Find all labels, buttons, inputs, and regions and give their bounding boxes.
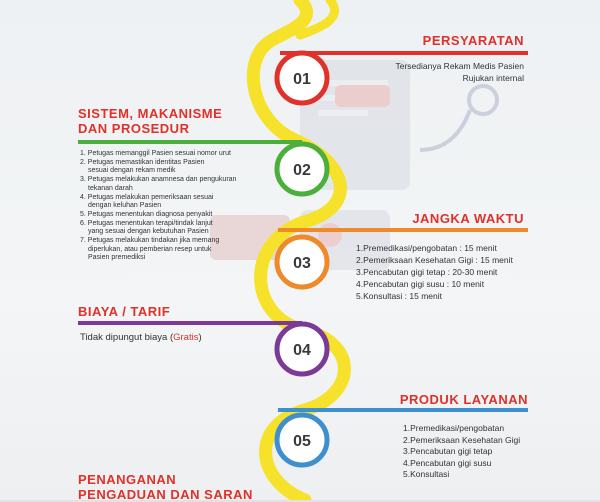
- step-circle-05: [277, 415, 327, 465]
- list-item: 3.Pencabutan gigi tetap: [403, 446, 493, 456]
- list-item: 4.Pencabutan gigi susu: [403, 457, 492, 468]
- list-item: 5.Konsultasi : 15 menit: [356, 291, 442, 301]
- svg-text:05: 05: [293, 433, 311, 450]
- list-item: 2.Pemeriksaan Kesehatan Gigi : 15 menit: [356, 255, 513, 265]
- step-circle-03: [277, 237, 327, 287]
- title-line: PENGADUAN DAN SARAN: [78, 487, 253, 502]
- step-01-list: [395, 60, 524, 84]
- step-03-list: [356, 242, 513, 302]
- list-item: Pasien premediksi: [88, 254, 146, 262]
- list-item: Rujukan internal: [462, 73, 524, 83]
- list-item: 1.Premedikasi/pengobatan : 15 menit: [356, 243, 497, 253]
- step-01-title: PERSYARATAN: [422, 33, 524, 48]
- list-item: 4.Pencabutan gigi susu : 10 menit: [356, 279, 485, 289]
- list-item: diperlukan, atau pemberian resep untuk: [88, 245, 212, 253]
- list-item: 5. Petugas menentukan diagnosa penyakit: [80, 210, 213, 218]
- title-line: PENANGANAN: [78, 472, 177, 487]
- list-item: dengan keluhan Pasien: [88, 202, 162, 210]
- gratis-text: Gratis: [173, 332, 199, 343]
- step-circle-01: [277, 53, 327, 103]
- step-04-title: BIAYA / TARIF: [78, 304, 171, 319]
- svg-text:01: 01: [293, 71, 311, 88]
- step-06-title: [78, 472, 253, 502]
- list-item: tekanan darah: [88, 184, 133, 192]
- svg-text:04: 04: [293, 342, 311, 359]
- title-line: DAN PROSEDUR: [78, 121, 190, 136]
- title-line: SISTEM, MAKANISME: [78, 106, 223, 121]
- list-item: sesuai dengan rekam medik: [88, 167, 176, 175]
- list-item: 3.Pencabutan gigi tetap : 20-30 menit: [356, 267, 498, 277]
- list-item: 3. Petugas melakukan anamnesa dan pengukuran: [80, 176, 237, 184]
- step-05-list: [403, 423, 520, 481]
- list-item: 4. Petugas melakukan pemeriksaan sesuai: [80, 193, 214, 201]
- step-03-title: JANGKA WAKTU: [412, 211, 524, 226]
- step-04-text: [80, 333, 202, 344]
- list-item: 6. Petugas menentukan terapi/tindak lanjut: [80, 219, 213, 227]
- list-item: 2.Pemeriksaan Kesehatan Gigi: [403, 434, 521, 445]
- step-circle-04: [277, 324, 327, 374]
- list-item: 5.Konsultasi: [403, 469, 450, 479]
- fee-text-end: ): [198, 332, 202, 343]
- step-02-list: [80, 150, 236, 263]
- step-circle-02: [277, 144, 327, 194]
- step-05-title: PRODUK LAYANAN: [399, 392, 528, 407]
- list-item: 1.Premedikasi/pengobatan: [403, 423, 505, 433]
- svg-text:02: 02: [293, 162, 311, 179]
- svg-text:03: 03: [293, 255, 311, 272]
- fee-text: Tidak dipungut biaya (: [80, 332, 174, 343]
- list-item: Tersedianya Rekam Medis Pasien: [395, 61, 524, 71]
- list-item: yang sesuai dengan kebutuhan Pasien: [88, 228, 209, 236]
- list-item: 7. Petugas melakukan tindakan jika memang: [80, 237, 220, 245]
- step-02-title: [78, 106, 222, 136]
- list-item: 1. Petugas memanggil Pasien sesuai nomor urut: [80, 150, 231, 157]
- list-item: 2. Petugas memastikan identitas Pasien: [80, 158, 205, 166]
